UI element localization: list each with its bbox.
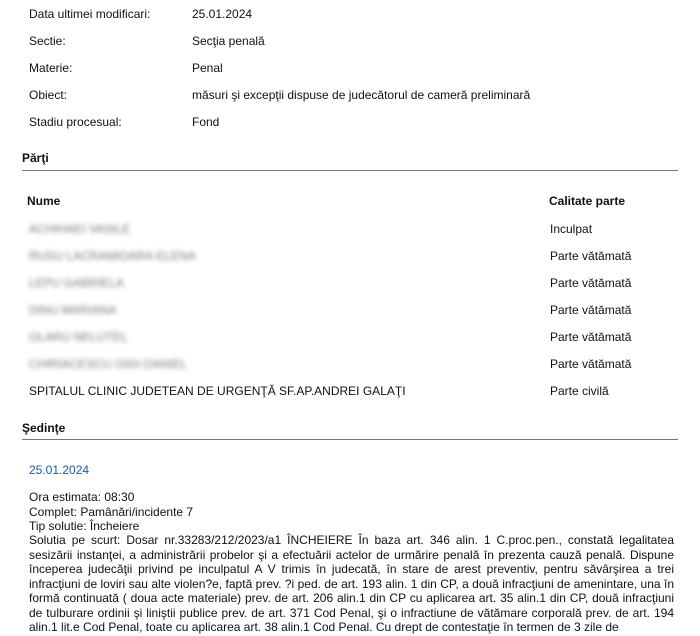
info-label: Stadiu procesual:: [29, 115, 122, 129]
info-value: Penal: [192, 61, 223, 75]
party-role: Parte vătămată: [550, 330, 632, 344]
sedinte-divider: [22, 439, 678, 440]
party-role: Parte vătămată: [550, 249, 632, 263]
party-role: Parte civilă: [550, 384, 609, 398]
parti-section-title: Părţi: [22, 151, 49, 165]
parti-col-role-header: Calitate parte: [549, 194, 626, 208]
info-label: Data ultimei modificari:: [29, 7, 151, 21]
parti-divider: [22, 170, 678, 171]
info-value: Fond: [192, 115, 220, 129]
sedinta-tip-solutie: Tip solutie: Încheiere: [29, 519, 140, 533]
info-value: Secţia penală: [192, 34, 265, 48]
parti-col-name-header: Nume: [27, 194, 61, 208]
party-role: Parte vătămată: [550, 276, 632, 290]
sedinta-solutie-pe-scurt: Solutia pe scurt: Dosar nr.33283/212/2023/a1 ÎNCHEIERE În baza art. 346 alin. 1 C.proc.pen., constată legalitatea sesizării instanţei, a administrării probelor şi a efectuării actelor de urmărire penală în prezenta cauză penală. Dispune începerea judecăţii privind pe inculpatul A V trimis în judecată, în stare de arest preventiv, pentru săvârşirea a trei infracţiuni de loviri sau alte violen?e, faptă prev. ?i ped. de art. 193 alin. 1 din CP, a două infracţiuni de amenintare, una în formă continuată ( doua acte materiale) prev. de art. 206 alin.1 din CP cu aplicarea art. 35 alin.1 din CP, două infracţiuni de tulburare ordinii şi liniştii publice prev. de art. 371 Cod Penal, şi o infractiune de vătămare corporală prev. de art. 194 alin.1 lit.e Cod Penal, toate cu aplicarea art. 38 alin.1 Cod Penal. Cu drept de contestaţie în termen de 3 zile de: [29, 533, 674, 634]
info-label: Obiect:: [29, 88, 68, 102]
sedinta-date-link[interactable]: 25.01.2024: [29, 463, 90, 477]
party-name: CHIRIACESCU GIGI DANIEL: [29, 357, 188, 371]
info-value: 25.01.2024: [192, 7, 253, 21]
info-label: Materie:: [29, 61, 73, 75]
info-label: Sectie:: [29, 34, 66, 48]
info-value: măsuri şi excepţii dispuse de judecătorul de cameră preliminară: [192, 88, 531, 102]
party-name: DINU MARIANA: [29, 303, 117, 317]
party-role: Parte vătămată: [550, 303, 632, 317]
party-name: LEPU GABRIELA: [29, 276, 124, 290]
sedinta-ora: Ora estimata: 08:30: [29, 490, 135, 504]
party-name: SPITALUL CLINIC JUDETEAN DE URGENŢĂ SF.AP.ANDREI GALAŢI: [29, 384, 406, 398]
party-role: Parte vătămată: [550, 357, 632, 371]
party-name: OLARU NELUTEL: [29, 330, 128, 344]
party-name: RUSU LACRAMIOARA ELENA: [29, 249, 196, 263]
party-name: ACHIHAEI VASILE: [29, 222, 131, 236]
party-role: Inculpat: [550, 222, 593, 236]
sedinta-complet: Complet: Pamânări/incidente 7: [29, 505, 194, 519]
sedinte-section-title: Şedinţe: [22, 421, 66, 435]
